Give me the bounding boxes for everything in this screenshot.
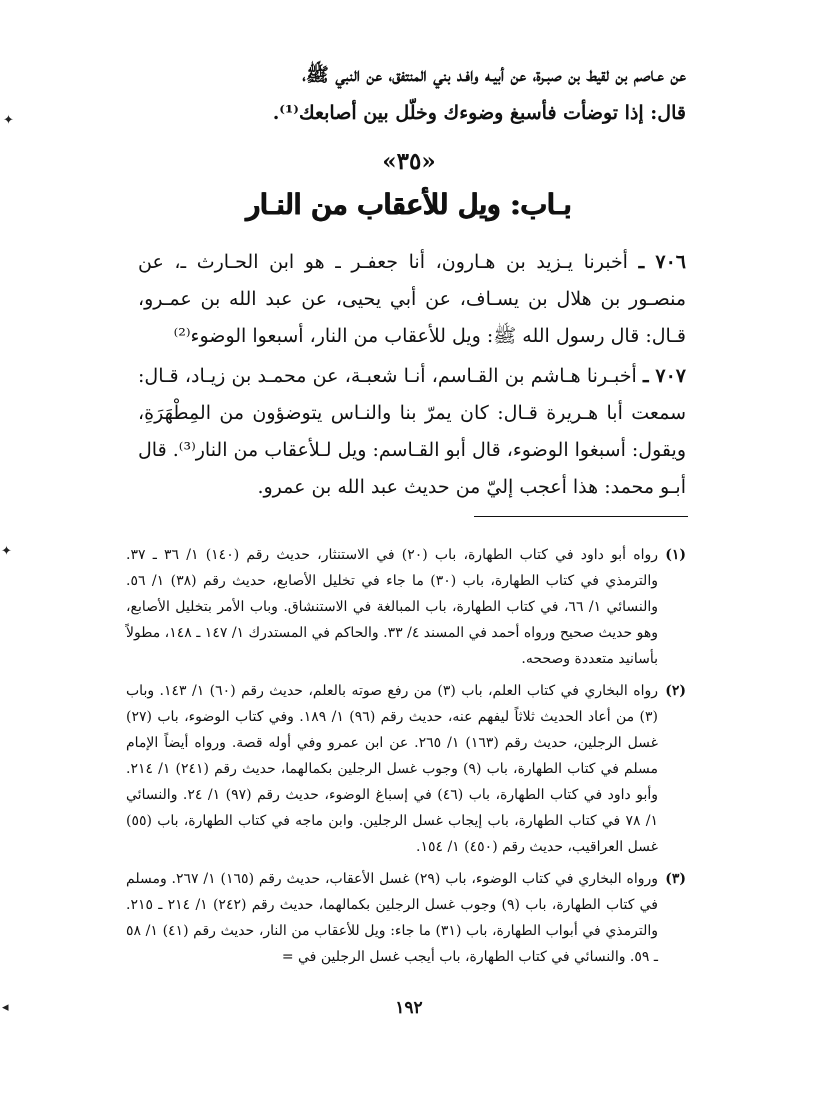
footnotes bbox=[126, 542, 686, 976]
chapter-title: بـاب: ويل للأعقاب من النـار bbox=[246, 188, 572, 221]
footnote bbox=[126, 678, 686, 860]
hadith-706 bbox=[138, 244, 686, 355]
hadith-text: أخبرنا يـزيد بن هـارون، أنا جعفـر ـ هو ابن الحـارث ـ، عن منصـور بن هلال بن يسـاف، عن أبي يحيى، عن عبد الله بن عمـرو، قـال: قال رسول الله ﷺ: ويل للأعقاب من النار، أسبعوا الوضوء⁽²⁾ bbox=[138, 251, 686, 347]
footnote bbox=[126, 866, 686, 970]
chapter-number: «٣٥» bbox=[382, 148, 436, 175]
footnote-separator bbox=[474, 516, 688, 517]
footnote-marker: (٣) bbox=[665, 871, 686, 887]
footnote-text: رواه البخاري في كتاب العلم، باب (٣) من رفع صوته بالعلم، حديث رقم (٦٠) ١/ ١٤٣. وباب (٣) من أعاد الحديث ثلاثاً ليفهم عنه، حديث رقم (٩٦) ١/ ١٨٩. وفي كتاب الوضوء، باب (٢٧) غسل الرجلين، حديث رقم (١٦٣) ١/ ٢٦٥. عن ابن عمرو وفي أوله قصة. ورواه أيضاً الإمام مسلم في كتاب الطهارة، باب (٩) وجوب غسل الرجلين بكمالهما، حديث رقم (٢٤١) ١/ ٢١٤. وأبو داود في كتاب الطهارة، باب (٤٦) في إسباغ الوضوء، حديث رقم (٩٧) ١/ ٢٤. والنسائي ١/ ٧٨ في كتاب الطهارة، باب إيجاب غسل الرجلين. وابن ماجه في كتاب الطهارة، باب (٥٥) غسل العراقيب، حديث رقم (٤٥٠) ١/ ١٥٤. bbox=[126, 683, 658, 855]
page-number: ١٩٢ bbox=[395, 998, 423, 1018]
scan-registration-mark: ✦ bbox=[1, 544, 12, 559]
hadith-707 bbox=[138, 358, 686, 506]
intro-line: قال: إذا توضأت فأسبغ وضوءك وخلّل بين أصابعك⁽¹⁾. bbox=[272, 102, 686, 124]
scan-registration-mark: ✦ bbox=[3, 113, 14, 128]
footnote-marker: (٢) bbox=[665, 683, 686, 699]
hadith-number: ٧٠٧ ـ bbox=[643, 365, 687, 387]
hadith-number: ٧٠٦ ـ bbox=[638, 251, 686, 273]
intro-line: عن عـاصم بن لقيط بن صبـرة، عن أبيـه وافـد بني المنتفق، عن النبي ﷺ، bbox=[302, 64, 686, 86]
footnote-text: رواه أبو داود في كتاب الطهارة، باب (٢٠) في الاستنثار، حديث رقم (١٤٠) ١/ ٣٦ ـ ٣٧. والترمذي في كتاب الطهارة، باب (٣٠) ما جاء في تخليل الأصابع، حديث رقم (٣٨) ١/ ٥٦. والنسائي ١/ ٦٦، في كتاب الطهارة، باب المبالغة في الاستنشاق. وباب الأمر بتخليل الأصابع، وهو حديث صحيح ورواه أحمد في المسند ٤/ ٣٣. والحاكم في المستدرك ١/ ١٤٧ ـ ١٤٨، مطولاً بأسانيد متعددة وصححه. bbox=[126, 547, 658, 667]
footnote-marker: (١) bbox=[665, 547, 686, 563]
scan-registration-mark: ◂ bbox=[2, 1000, 9, 1015]
hadith-text: أخبـرنا هـاشم بن القـاسم، أنـا شعبـة، عن محمـد بن زيـاد، قـال: سمعت أبا هـريرة قـال: كان يمرّ بنا والنـاس يتوضؤون من المِطْهَرَةِ، ويقول: أسبغوا الوضوء، قال أبو القـاسم: ويل لـلأعقاب من النار⁽³⁾. قال أبـو محمد: هذا أعجب إليّ من حديث عبد الله بن عمرو. bbox=[138, 365, 686, 498]
intro-paragraph bbox=[141, 56, 686, 132]
footnote-text: ورواه البخاري في كتاب الوضوء، باب (٢٩) غسل الأعقاب، حديث رقم (١٦٥) ١/ ٢٦٧. ومسلم في كتاب الطهارة، باب (٩) وجوب غسل الرجلين بكمالهما، حديث رقم (٢٤٢) ١/ ٢١٤ ـ ٢١٥. والترمذي في أبواب الطهارة، باب (٣١) ما جاء: ويل للأعقاب من النار، حديث رقم (٤١) ١/ ٥٨ ـ ٥٩. والنسائي في كتاب الطهارة، باب أيجب غسل الرجلين في = bbox=[126, 871, 659, 965]
footnote bbox=[126, 542, 686, 672]
